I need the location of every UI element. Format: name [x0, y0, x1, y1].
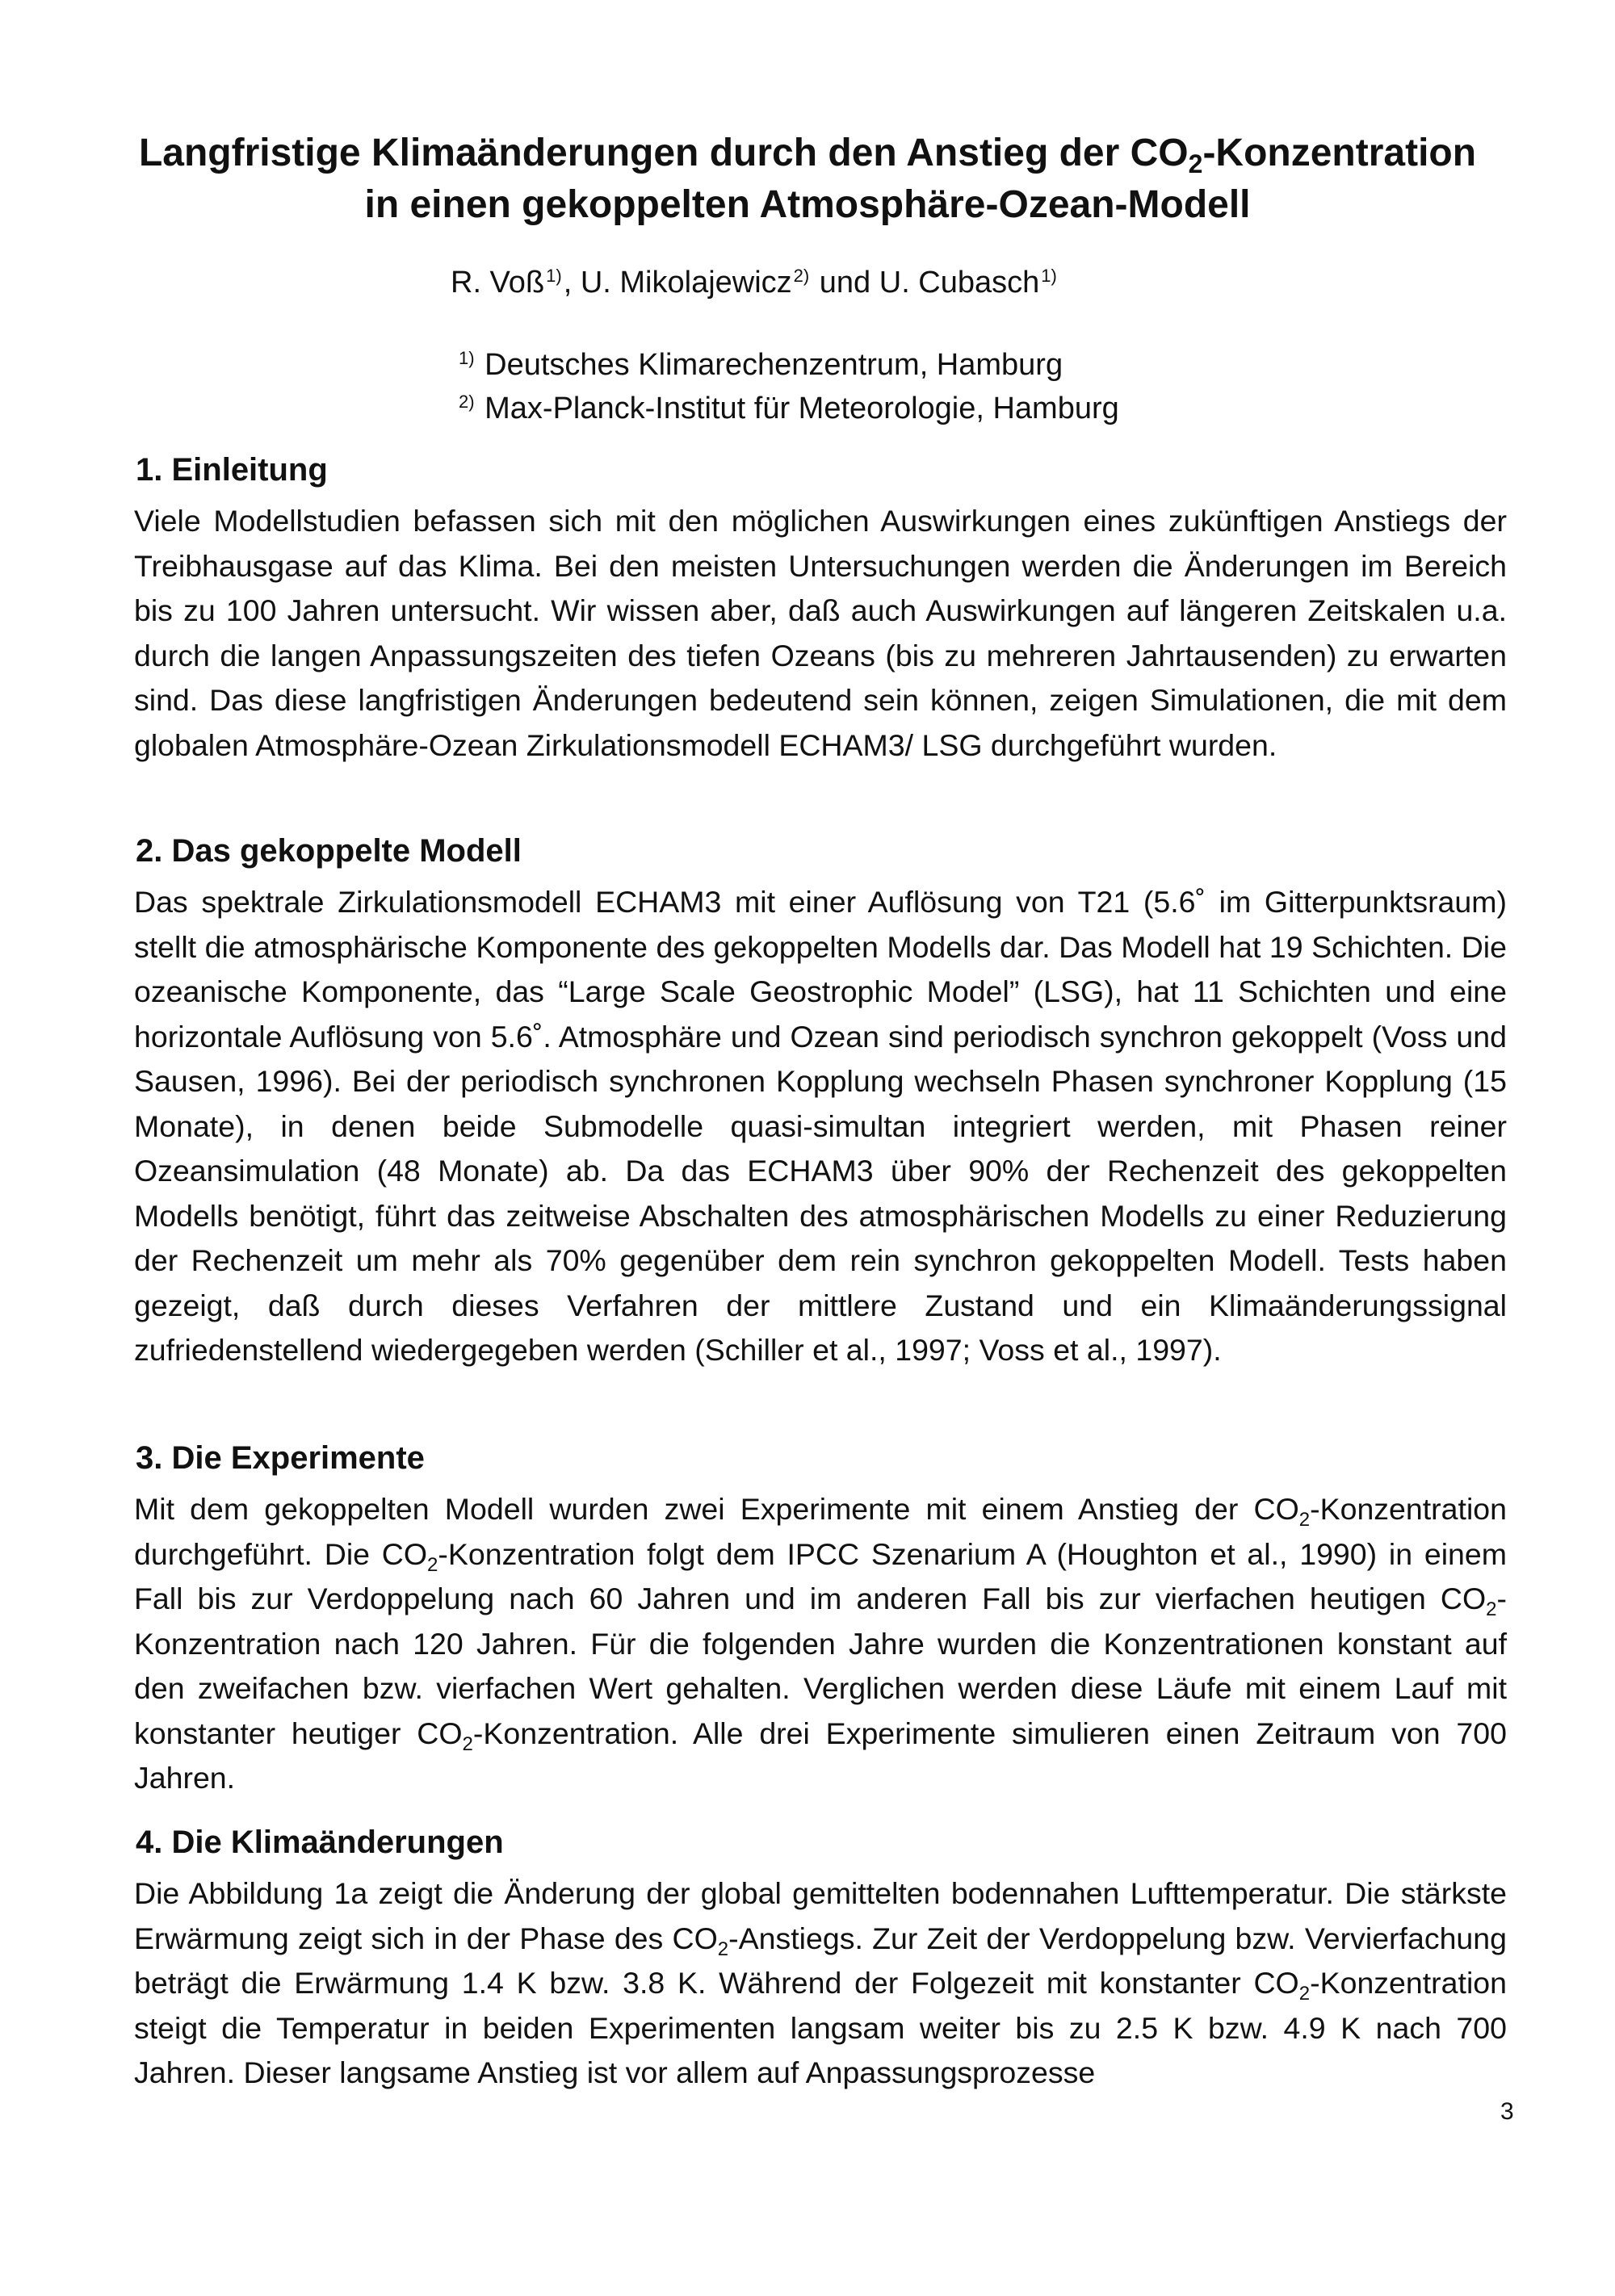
title-line-1: Langfristige Klimaänderungen durch den Anstieg der $CO_2$-Konzentration [138, 132, 1477, 178]
footnote-mark: 1) [1041, 266, 1057, 286]
footnote-mark: 2) [459, 392, 475, 412]
footnote-mark: 1) [459, 348, 475, 368]
section-paragraph-modell: Das spektrale Zirkulationsmodell ECHAM3 mit einer Auflösung von T21 (5.6˚ im Gitterpunktsraum) stellt die atmosphärische Komponente des gekoppelten Modells dar. Das Modell hat 19 Schichten. Die ozeanische Komponente, das “Large Scale Geostrophic Model” (LSG), hat 11 Schichten und eine horizontale Auflösung von 5.6˚. Atmosphäre und Ozean sind periodisch synchron gekoppelt (Voss und Sausen, 1996). Bei der periodisch synchronen Kopplung wechseln Phasen synchroner Kopplung (15 Monate), in denen beide Submodelle quasi-simultan integriert werden, mit Phasen reiner Ozeansimulation (48 Monate) ab. Da das ECHAM3 über 90% der Rechenzeit des gekoppelten Modells benötigt, führt das zeitweise Abschalten des atmosphärischen Modells zu einer Reduzierung der Rechenzeit um mehr als 70% gegenüber dem rein synchron gekoppelten Modell. Tests haben gezeigt, daß durch dieses Verfahren der mittlere Zustand und ein Klimaänderungssignal zufriedenstellend wiedergegeben werden (Schiller et al., 1997; Voss et al., 1997). [134, 885, 1507, 1367]
section-heading-modell: 2. Das gekoppelte Modell [136, 833, 522, 869]
section-heading-klimaaenderungen: 4. Die Klimaänderungen [136, 1825, 504, 1860]
footnote-mark: 2) [793, 266, 810, 286]
section-paragraph-einleitung: Viele Modellstudien befassen sich mit den möglichen Auswirkungen eines zukünftigen Anstiegs der Treibhausgase auf das Klima. Bei den meisten Untersuchungen werden die Änderungen im Bereich bis zu 100 Jahren untersucht. Wir wissen aber, daß auch Auswirkungen auf längeren Zeitskalen u.a. durch die langen Anpassungszeiten des tiefen Ozeans (bis zu mehreren Jahrtausenden) zu erwarten sind. Das diese langfristigen Änderungen bedeutend sein können, zeigen Simulationen, die mit dem globalen Atmosphäre-Ozean Zirkulationsmodell ECHAM3/ LSG durchgeführt wurden. [134, 504, 1507, 762]
section-paragraph-experimente: Mit dem gekoppelten Modell wurden zwei Experimente mit einem Anstieg der $CO_2$-Konzentration durchgeführt. Die $CO_2$-Konzentration folgt dem IPCC Szenarium A (Houghton et al., 1990) in einem Fall bis zur Verdoppelung nach 60 Jahren und im anderen Fall bis zur vierfachen heutigen $CO_2$-Konzentration nach 120 Jahren. Für die folgenden Jahre wurden die Konzentrationen konstant auf den zweifachen bzw. vierfachen Wert gehalten. Verglichen werden diese Läufe mit einem Lauf mit konstanter heutiger $CO_2$-Konzentration. Alle drei Experimente simulieren einen Zeitraum von 700 Jahren. [134, 1492, 1508, 1795]
affiliation-2: $^{2)}$ Max-Planck-Institut für Meteorologie, Hamburg [459, 392, 1119, 425]
page-number: 3 [1500, 2098, 1514, 2125]
footnote-mark: 1) [546, 266, 562, 286]
paper-title [113, 128, 1502, 231]
section-heading-experimente: 3. Die Experimente [136, 1440, 425, 1476]
author-line: R. Voß$^{1)}$, U. Mikolajewicz$^{2)}$ und U. Cubasch$^{1)}$ [451, 266, 1057, 300]
title-line-2: in einen gekoppelten Atmosphäre-Ozean-Modell [364, 183, 1251, 226]
affiliation-1: $^{1)}$ Deutsches Klimarechenzentrum, Hamburg [459, 348, 1063, 382]
section-paragraph-klimaaenderungen: Die Abbildung 1a zeigt die Änderung der global gemittelten bodennahen Lufttemperatur. Die stärkste Erwärmung zeigt sich in der Phase des $CO_2$-Anstiegs. Zur Zeit der Verdoppelung bzw. Vervierfachung beträgt die Erwärmung 1.4 K bzw. 3.8 K. Während der Folgezeit mit konstanter $CO_2$-Konzentration steigt die Temperatur in beiden Experimenten langsam weiter bis zu 2.5 K bzw. 4.9 K nach 700 Jahren. Dieser langsame Anstieg ist vor allem auf Anpassungsprozesse [134, 1876, 1507, 2089]
section-heading-einleitung: 1. Einleitung [136, 452, 328, 488]
